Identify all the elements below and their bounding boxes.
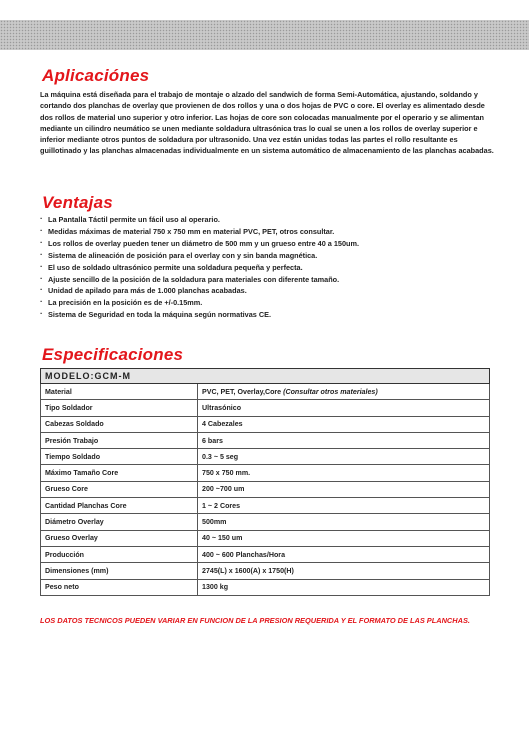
aplicaciones-paragraph: La máquina está diseñada para el trabajo de montaje o alzado del sandwich de forma Semi-Automática, ajustando, soldando y cortando dos planchas de overlay que provienen de dos rollos y una o dos hojas de PVC o core. El overlay es alimentado desde dos rollos de material uno superior y otro inferior. Las hojas de core son colocadas manualmente por el operario y se alimentan mediante un cilindro neumático se unen mediante soldadura ultrasónica tras lo cual se unen a los rollos de overlay superior e inferior mediante otros puntos de soldadura por ultrasonido. Una vez están unidas todas las partes el rollo resultante es guillotinado y las planchas almacenadas individualmente en un sistema automático de almacenamiento de las planchas acabadas. <box>40 90 494 156</box>
list-item: · La precisión en la posición es de +/-0.15mm. <box>40 297 500 309</box>
spec-value: 6 bars <box>198 432 490 448</box>
spec-key: Presión Trabajo <box>41 432 198 448</box>
section-title-aplicaciones: Aplicaciónes <box>42 66 150 85</box>
footnote-disclaimer: LOS DATOS TECNICOS PUEDEN VARIAR EN FUNCION DE LA PRESION REQUERIDA Y EL FORMATO DE LAS PLANCHAS. <box>40 616 470 625</box>
list-item: · Ajuste sencillo de la posición de la soldadura para materiales con diferente tamaño. <box>40 274 500 286</box>
spec-value: 400 ~ 600 Planchas/Hora <box>198 546 490 562</box>
spec-key: Tiempo Soldado <box>41 449 198 465</box>
list-item: · Sistema de alineación de posición para el overlay con y sin banda magnética. <box>40 250 500 262</box>
spec-key: Dimensiones (mm) <box>41 563 198 579</box>
spec-key: Cantidad Planchas Core <box>41 498 198 514</box>
table-row <box>41 530 490 546</box>
spec-key: Máximo Tamaño Core <box>41 465 198 481</box>
spec-key: Cabezas Soldado <box>41 416 198 432</box>
spec-value: 0.3 ~ 5 seg <box>198 449 490 465</box>
table-row <box>41 481 490 497</box>
section-title-especificaciones: Especificaciones <box>42 345 184 364</box>
list-item: · La Pantalla Táctil permite un fácil uso al operario. <box>40 214 500 226</box>
spec-value: 4 Cabezales <box>198 416 490 432</box>
spec-key: Diámetro Overlay <box>41 514 198 530</box>
ventajas-list <box>40 214 500 321</box>
table-row <box>41 546 490 562</box>
header-band <box>0 20 529 50</box>
model-label: MODELO:GCM-M <box>41 369 490 384</box>
material-note: (Consultar otros materiales) <box>283 387 378 396</box>
spec-key: Tipo Soldador <box>41 400 198 416</box>
table-row <box>41 498 490 514</box>
list-item: · Medidas máximas de material 750 x 750 mm en material PVC, PET, otros consultar. <box>40 226 500 238</box>
list-item: · Sistema de Seguridad en toda la máquina según normativas CE. <box>40 309 500 321</box>
spec-value <box>198 384 490 400</box>
spec-table-header <box>41 369 490 384</box>
spec-value: Ultrasónico <box>198 400 490 416</box>
table-row <box>41 400 490 416</box>
spec-value: 200 ~700 um <box>198 481 490 497</box>
spec-value: 1 ~ 2 Cores <box>198 498 490 514</box>
spec-value-text: PVC, PET, Overlay,Core <box>202 387 282 396</box>
list-item: · Unidad de apilado para más de 1.000 planchas acabadas. <box>40 285 500 297</box>
table-row <box>41 432 490 448</box>
list-item: · Los rollos de overlay pueden tener un diámetro de 500 mm y un grueso entre 40 a 150um. <box>40 238 500 250</box>
spec-value: 750 x 750 mm. <box>198 465 490 481</box>
table-row <box>41 416 490 432</box>
spec-value: 40 ~ 150 um <box>198 530 490 546</box>
table-row <box>41 563 490 579</box>
table-row <box>41 465 490 481</box>
spec-key: Grueso Overlay <box>41 530 198 546</box>
section-title-ventajas: Ventajas <box>42 193 113 212</box>
spec-key: Grueso Core <box>41 481 198 497</box>
list-item: · El uso de soldado ultrasónico permite una soldadura pequeña y perfecta. <box>40 262 500 274</box>
spec-value: 500mm <box>198 514 490 530</box>
spec-table <box>40 368 490 596</box>
table-row <box>41 384 490 400</box>
table-row <box>41 514 490 530</box>
table-row <box>41 579 490 595</box>
spec-value: 2745(L) x 1600(A) x 1750(H) <box>198 563 490 579</box>
spec-key: Producción <box>41 546 198 562</box>
spec-key: Peso neto <box>41 579 198 595</box>
table-row <box>41 449 490 465</box>
spec-key: Material <box>41 384 198 400</box>
spec-value: 1300 kg <box>198 579 490 595</box>
